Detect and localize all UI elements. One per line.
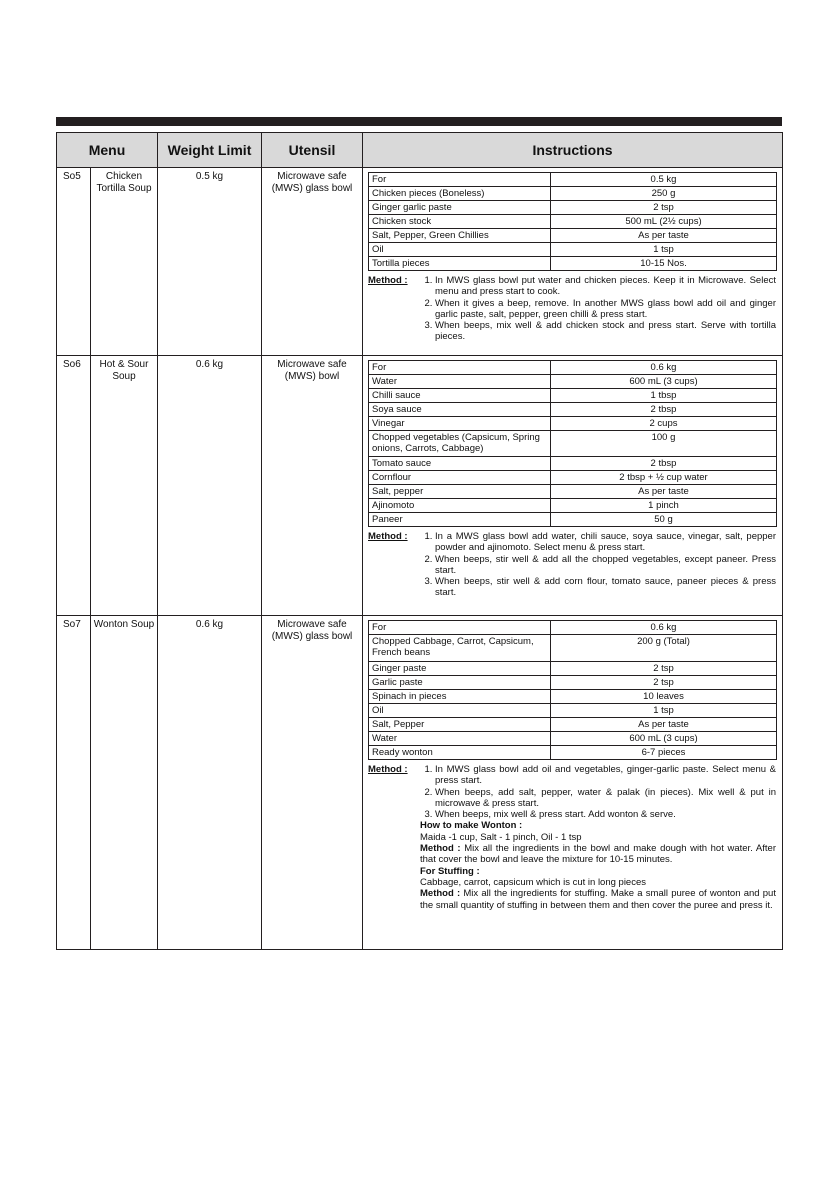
ingredient-row: [369, 457, 777, 471]
ingredient-row: [369, 662, 777, 676]
method-step: 2. When beeps, add salt, pepper, water & palak (in pieces). Mix well & put in microwave & press start.: [435, 787, 776, 810]
instructions: [363, 356, 783, 616]
utensil: Microwave safe (MWS) bowl: [262, 356, 363, 616]
ingredient-row: [369, 635, 777, 662]
method-label: Method :: [368, 275, 408, 286]
instructions: [363, 616, 783, 950]
ingredient-name: Chopped vegetables (Capsicum, Spring onions, Carrots, Cabbage): [369, 431, 551, 457]
ingredient-qty: 50 g: [551, 513, 777, 527]
instructions: [363, 168, 783, 356]
ingredient-qty: 2 tsp: [551, 662, 777, 676]
ingredient-name: Oil: [369, 243, 551, 257]
ingredient-name: Chicken pieces (Boneless): [369, 187, 551, 201]
method-steps: [420, 531, 776, 599]
ingredient-qty: As per taste: [551, 718, 777, 732]
ingredient-name: Ginger garlic paste: [369, 201, 551, 215]
ingredient-qty: 10 leaves: [551, 690, 777, 704]
ingredient-row: [369, 732, 777, 746]
ingredient-qty: 1 pinch: [551, 499, 777, 513]
ingredient-row: [369, 229, 777, 243]
method-block: [368, 275, 777, 343]
ingredient-name: Salt, pepper: [369, 485, 551, 499]
ingredient-row: [369, 621, 777, 635]
method-label: Method :: [368, 531, 408, 542]
ingredient-qty: 2 tbsp: [551, 457, 777, 471]
ingredient-row: [369, 215, 777, 229]
ingredient-name: Vinegar: [369, 417, 551, 431]
utensil: Microwave safe (MWS) glass bowl: [262, 616, 363, 950]
ingredient-name: Ginger paste: [369, 662, 551, 676]
ingredient-row: [369, 173, 777, 187]
ingredient-qty: 2 tbsp: [551, 403, 777, 417]
ingredient-qty: 1 tsp: [551, 243, 777, 257]
ingredient-row: [369, 201, 777, 215]
dough-method-label: Method :: [420, 843, 461, 855]
ingredient-name: Salt, Pepper: [369, 718, 551, 732]
ingredient-row: [369, 243, 777, 257]
ingredient-name: Garlic paste: [369, 676, 551, 690]
ingredient-qty: 0.6 kg: [551, 621, 777, 635]
weight-limit: 0.6 kg: [158, 356, 262, 616]
ingredient-name: Water: [369, 375, 551, 389]
ingredient-qty: 2 tsp: [551, 676, 777, 690]
header-menu: Menu: [57, 133, 158, 168]
ingredient-row: [369, 499, 777, 513]
ingredient-row: [369, 361, 777, 375]
ingredient-name: Tomato sauce: [369, 457, 551, 471]
ingredient-name: For: [369, 621, 551, 635]
ingredient-row: [369, 704, 777, 718]
method-block: [368, 764, 777, 911]
header-weight-limit: Weight Limit: [158, 133, 262, 168]
method-step: 1. In a MWS glass bowl add water, chili sauce, soya sauce, vinegar, salt, pepper powder and ajinomoto. Select menu & press start.: [435, 531, 776, 554]
ingredient-name: Spinach in pieces: [369, 690, 551, 704]
ingredient-row: [369, 718, 777, 732]
stuffing-text: Cabbage, carrot, capsicum which is cut in long pieces: [420, 876, 647, 888]
ingredient-name: Paneer: [369, 513, 551, 527]
ingredient-qty: 200 g (Total): [551, 635, 777, 662]
ingredient-name: For: [369, 173, 551, 187]
ingredient-name: Tortilla pieces: [369, 257, 551, 271]
ingredients-table: [368, 172, 777, 271]
method-step: 3. When beeps, stir well & add corn flour, tomato sauce, paneer pieces & press start.: [435, 576, 776, 599]
method-step: 2. When it gives a beep, remove. In another MWS glass bowl add oil and ginger garlic paste, salt, pepper, green chilli & press start.: [435, 298, 776, 321]
stuffing-method: [420, 888, 776, 911]
top-rule: [56, 117, 782, 126]
ingredient-qty: As per taste: [551, 229, 777, 243]
ingredient-name: Chilli sauce: [369, 389, 551, 403]
ingredient-row: [369, 690, 777, 704]
menu-name: Hot & Sour Soup: [91, 356, 158, 616]
how-to-make-title: How to make Wonton :: [420, 820, 523, 832]
how-to-make-text: Maida -1 cup, Salt - 1 pinch, Oil - 1 tsp: [420, 831, 582, 843]
ingredients-table: [368, 620, 777, 760]
stuffing-method-text: Mix all the ingredients for stuffing. Make a small puree of wonton and put the small quantity of stuffing in between them and then cover the puree and press it.: [420, 888, 776, 911]
ingredient-qty: As per taste: [551, 485, 777, 499]
ingredient-name: Water: [369, 732, 551, 746]
ingredient-row: [369, 676, 777, 690]
ingredient-row: [369, 513, 777, 527]
table-row: [57, 168, 783, 356]
weight-limit: 0.6 kg: [158, 616, 262, 950]
method-step: 1. In MWS glass bowl put water and chicken pieces. Keep it in Microwave. Select menu and press start to cook.: [435, 275, 776, 298]
ingredient-row: [369, 375, 777, 389]
ingredient-row: [369, 485, 777, 499]
ingredient-name: Salt, Pepper, Green Chillies: [369, 229, 551, 243]
ingredient-qty: 0.5 kg: [551, 173, 777, 187]
ingredient-qty: 2 tbsp + ½ cup water: [551, 471, 777, 485]
menu-code: So5: [57, 168, 91, 356]
ingredient-qty: 6-7 pieces: [551, 746, 777, 760]
ingredient-row: [369, 389, 777, 403]
ingredient-name: Chopped Cabbage, Carrot, Capsicum, French beans: [369, 635, 551, 662]
recipe-table: [56, 132, 783, 950]
ingredient-name: Oil: [369, 704, 551, 718]
stuffing-title: For Stuffing :: [420, 865, 480, 877]
ingredient-qty: 1 tsp: [551, 704, 777, 718]
ingredient-qty: 250 g: [551, 187, 777, 201]
ingredients-table: [368, 360, 777, 527]
ingredient-row: [369, 257, 777, 271]
ingredient-name: Ajinomoto: [369, 499, 551, 513]
weight-limit: 0.5 kg: [158, 168, 262, 356]
method-step: 3. When beeps, mix well & press start. Add wonton & serve.: [435, 809, 776, 820]
header-utensil: Utensil: [262, 133, 363, 168]
ingredient-qty: 100 g: [551, 431, 777, 457]
table-row: [57, 616, 783, 950]
ingredient-name: Soya sauce: [369, 403, 551, 417]
menu-name: Chicken Tortilla Soup: [91, 168, 158, 356]
method-block: [368, 531, 777, 599]
method-step: 1. In MWS glass bowl add oil and vegetables, ginger-garlic paste. Select menu & press start.: [435, 764, 776, 787]
ingredient-row: [369, 187, 777, 201]
ingredient-qty: 500 mL (2½ cups): [551, 215, 777, 229]
header-row: [57, 133, 783, 168]
method-step: 2. When beeps, stir well & add all the chopped vegetables, except paneer. Press start.: [435, 554, 776, 577]
dough-method-text: Mix all the ingredients in the bowl and make dough with hot water. After that cover the bowl and leave the mixture for 10-15 minutes.: [420, 843, 776, 866]
method-step: 3. When beeps, mix well & add chicken stock and press start. Serve with tortilla pieces.: [435, 320, 776, 343]
menu-code: So6: [57, 356, 91, 616]
ingredient-row: [369, 431, 777, 457]
ingredient-name: Ready wonton: [369, 746, 551, 760]
ingredient-qty: 2 tsp: [551, 201, 777, 215]
ingredient-qty: 600 mL (3 cups): [551, 732, 777, 746]
menu-code: So7: [57, 616, 91, 950]
table-row: [57, 356, 783, 616]
wonton-notes: [420, 820, 776, 910]
ingredient-qty: 1 tbsp: [551, 389, 777, 403]
method-steps: [420, 275, 776, 343]
ingredient-qty: 10-15 Nos.: [551, 257, 777, 271]
ingredient-row: [369, 403, 777, 417]
header-instructions: Instructions: [363, 133, 783, 168]
ingredient-name: Cornflour: [369, 471, 551, 485]
ingredient-row: [369, 471, 777, 485]
utensil: Microwave safe (MWS) glass bowl: [262, 168, 363, 356]
dough-method: [420, 843, 776, 866]
stuffing-method-label: Method :: [420, 888, 461, 900]
ingredient-qty: 0.6 kg: [551, 361, 777, 375]
method-steps: [420, 764, 776, 820]
ingredient-qty: 2 cups: [551, 417, 777, 431]
ingredient-row: [369, 417, 777, 431]
menu-name: Wonton Soup: [91, 616, 158, 950]
ingredient-row: [369, 746, 777, 760]
method-label: Method :: [368, 764, 408, 775]
ingredient-qty: 600 mL (3 cups): [551, 375, 777, 389]
ingredient-name: For: [369, 361, 551, 375]
ingredient-name: Chicken stock: [369, 215, 551, 229]
